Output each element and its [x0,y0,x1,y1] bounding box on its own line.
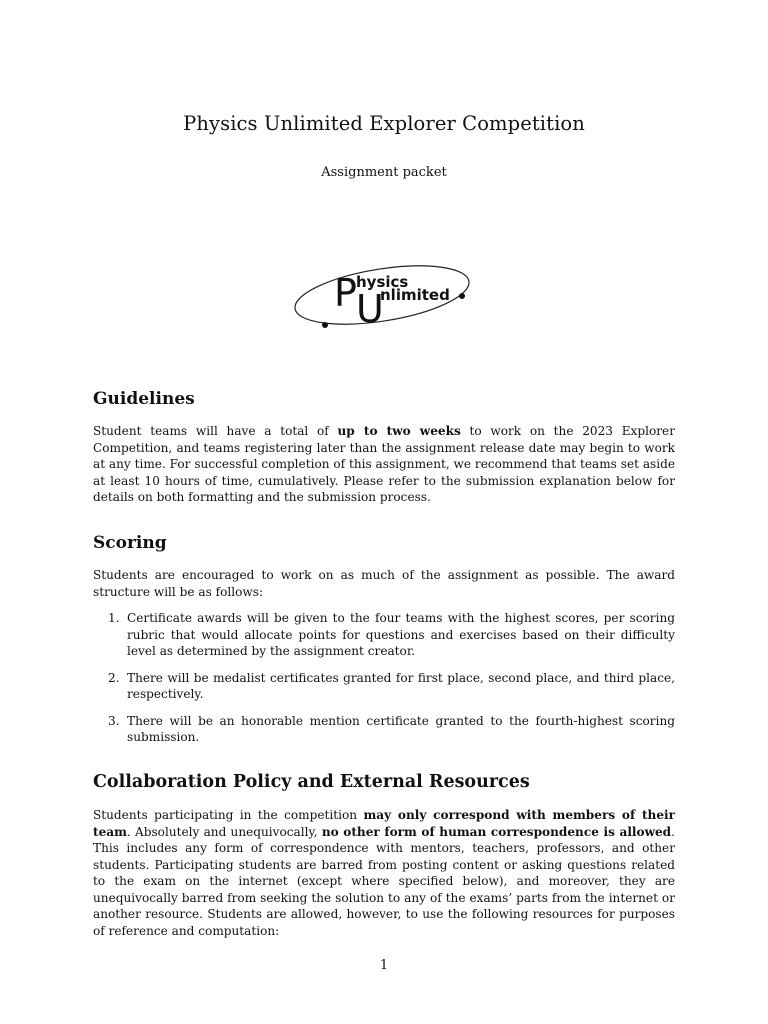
list-item [93,713,675,746]
logo-word-unlimited: nlimited [380,286,450,304]
logo-letter-u: U [356,287,384,331]
scoring-heading: Scoring [93,533,167,553]
list-text: Certificate awards will be given to the four teams with the highest scores, per scoring rubric that would allocate points for questions and exercises based on their difficulty level as determined by the assignment creator. [127,611,675,658]
list-number: 1. [108,611,120,625]
collab-bold-1: may only correspond with members of their team [93,808,675,839]
logo-word-physics: hysics [356,273,409,291]
page-number: 1 [379,958,389,973]
guidelines-text-2: to work on the 2023 Explorer Competition, and teams registering later than the assignment release date may begin to work at any time. For successful completion of this assignment, we recommend that teams set aside at least 10 hours of time, cumulatively. Please refer to the submission explanation below for details on both formatting and the submission process. [93,424,675,504]
collaboration-paragraph [93,807,675,939]
scoring-list [93,610,675,746]
logo-graphic [292,262,474,332]
collaboration-heading: Collaboration Policy and External Resources [93,772,530,792]
list-text: There will be medalist certificates granted for first place, second place, and third place, respectively. [127,670,675,701]
list-item [93,670,675,703]
collaboration-section [93,772,675,939]
collab-text-1: Students participating in the competition [93,808,364,822]
physics-unlimited-logo [292,262,474,332]
list-text: There will be an honorable mention certificate granted to the fourth-highest scoring submission. [127,713,675,744]
logo-letter-p: P [334,271,357,315]
guidelines-paragraph [93,423,675,506]
orbit-dot-left [322,322,328,328]
collab-text-3: . This includes any form of correspondence with mentors, teachers, professors, and other students. Participating students are barred from posting content or asking questions related to the exam on the internet (except where specified below), and moreover, they are unequivocally barred from seeking the solution to any of the exams’ parts from the internet or another resource. Students are allowed, however, to use the following resources for purposes of reference and computation: [93,824,675,938]
list-number: 3. [108,713,120,728]
collab-text-2: . Absolutely and unequivocally, [126,824,322,839]
orbit-dot-right [459,293,465,299]
document-subtitle: Assignment packet [321,165,447,180]
list-number: 2. [108,670,120,685]
guidelines-text-1: Student teams will have a total of [93,424,338,438]
scoring-intro: Students are encouraged to work on as much of the assignment as possible. The award structure will be as follows: [93,568,675,599]
scoring-section [93,533,675,756]
guidelines-bold: up to two weeks [337,424,461,438]
document-title: Physics Unlimited Explorer Competition [183,112,585,135]
guidelines-heading: Guidelines [93,389,195,409]
guidelines-section [93,389,675,506]
collab-bold-2: no other form of human correspondence is allowed [321,824,672,839]
list-item [93,610,675,660]
